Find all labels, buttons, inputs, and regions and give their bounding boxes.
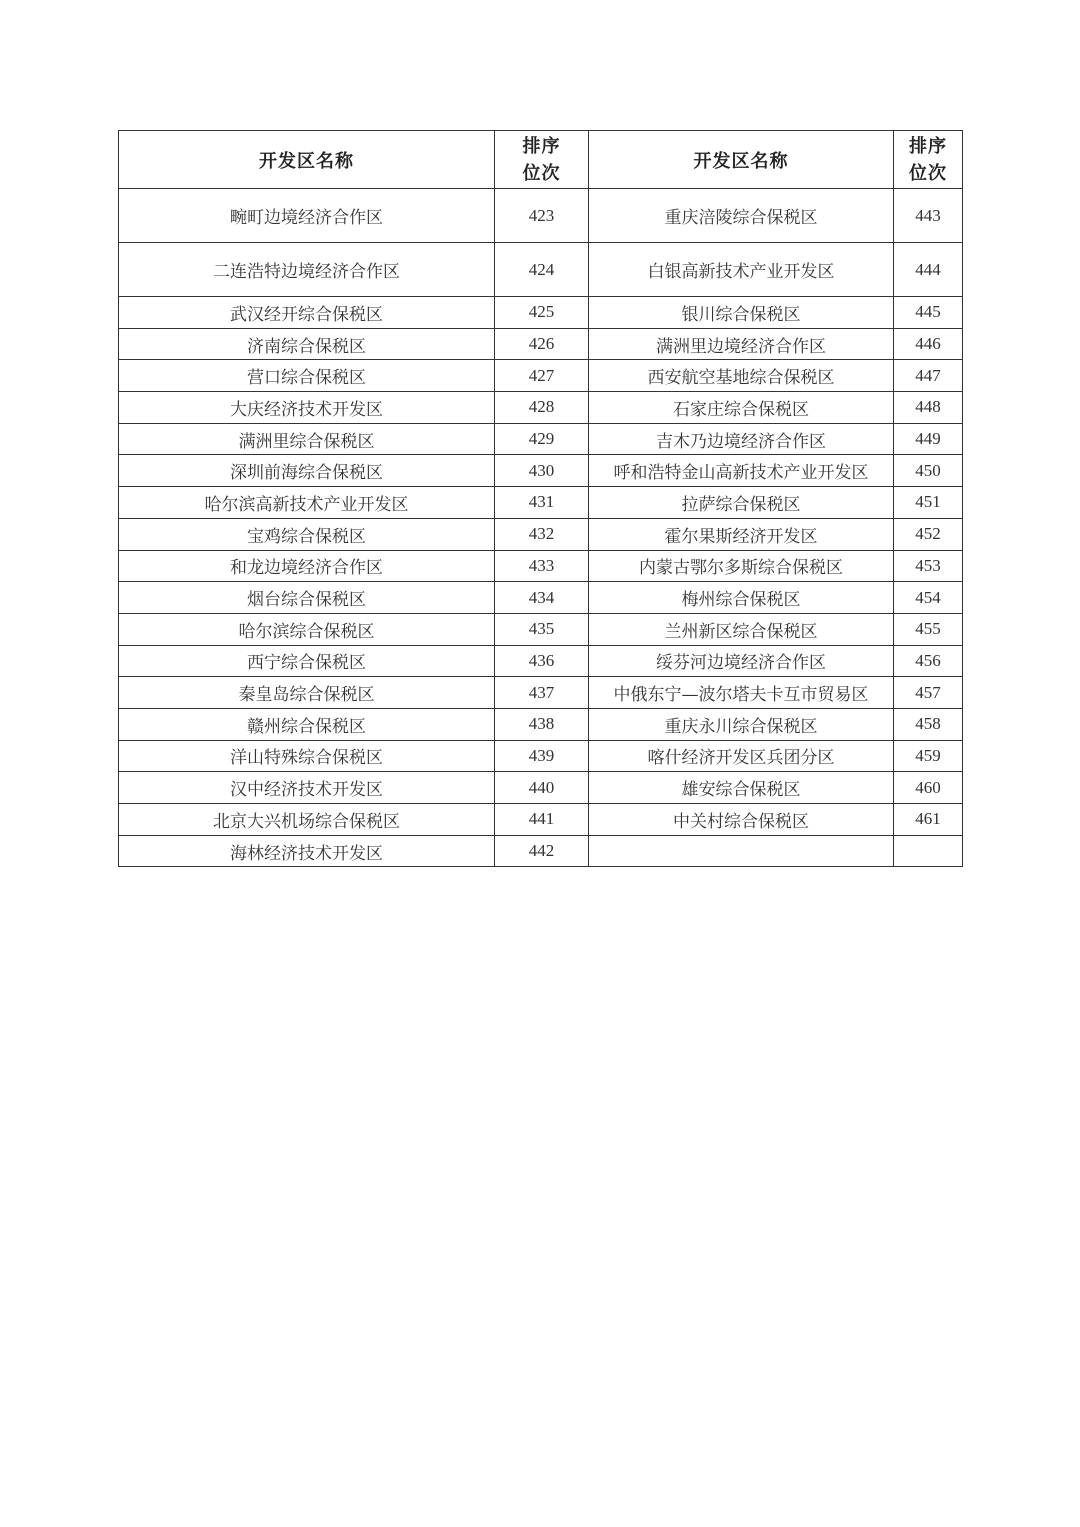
- zone-name-left: 赣州综合保税区: [119, 708, 495, 740]
- table-row: [119, 328, 963, 360]
- rank-left: 435: [495, 613, 589, 645]
- rank-left: 440: [495, 772, 589, 804]
- header-name-left: 开发区名称: [119, 131, 495, 189]
- zone-name-left: 济南综合保税区: [119, 328, 495, 360]
- table-row: [119, 455, 963, 487]
- header-rank-right-line1: 排序: [909, 135, 947, 157]
- zone-name-left: 大庆经济技术开发区: [119, 392, 495, 424]
- rank-left: 431: [495, 487, 589, 519]
- table-row: [119, 243, 963, 297]
- rank-left: 427: [495, 360, 589, 392]
- zone-name-right: 呼和浩特金山高新技术产业开发区: [589, 455, 894, 487]
- zone-name-left: 海林经济技术开发区: [119, 835, 495, 867]
- zone-name-left: 武汉经开综合保税区: [119, 297, 495, 329]
- header-name-right: 开发区名称: [589, 131, 894, 189]
- header-rank-left-line1: 排序: [522, 135, 561, 157]
- zone-name-right: 梅州综合保税区: [589, 582, 894, 614]
- rank-right: 454: [894, 582, 963, 614]
- rank-right: 455: [894, 613, 963, 645]
- zone-name-right: 石家庄综合保税区: [589, 392, 894, 424]
- rank-right: 458: [894, 708, 963, 740]
- rank-right: 452: [894, 518, 963, 550]
- rank-left: 442: [495, 835, 589, 867]
- table-row: [119, 835, 963, 867]
- rank-right: 453: [894, 550, 963, 582]
- zone-name-right: 雄安综合保税区: [589, 772, 894, 804]
- rank-left: 424: [495, 243, 589, 297]
- zone-name-left: 和龙边境经济合作区: [119, 550, 495, 582]
- zone-name-right: 绥芬河边境经济合作区: [589, 645, 894, 677]
- zone-name-left: 深圳前海综合保税区: [119, 455, 495, 487]
- zone-name-left: 洋山特殊综合保税区: [119, 740, 495, 772]
- zone-name-right: 重庆涪陵综合保税区: [589, 189, 894, 243]
- zone-name-right: 银川综合保税区: [589, 297, 894, 329]
- zone-name-left: 烟台综合保税区: [119, 582, 495, 614]
- rank-left: 434: [495, 582, 589, 614]
- zone-name-left: 宝鸡综合保税区: [119, 518, 495, 550]
- zone-name-right: 霍尔果斯经济开发区: [589, 518, 894, 550]
- zone-name-left: 二连浩特边境经济合作区: [119, 243, 495, 297]
- rank-right: 459: [894, 740, 963, 772]
- rank-left: 429: [495, 423, 589, 455]
- rank-left: 432: [495, 518, 589, 550]
- table-row: [119, 804, 963, 836]
- rank-right: 443: [894, 189, 963, 243]
- zone-name-right: 重庆永川综合保税区: [589, 708, 894, 740]
- rank-right: 448: [894, 392, 963, 424]
- table-row: [119, 392, 963, 424]
- rank-right: 460: [894, 772, 963, 804]
- header-rank-right-line2: 位次: [909, 162, 947, 184]
- zone-name-left: 满洲里综合保税区: [119, 423, 495, 455]
- zone-name-left: 北京大兴机场综合保税区: [119, 804, 495, 836]
- zone-name-left: 哈尔滨综合保税区: [119, 613, 495, 645]
- table-header-row: [119, 131, 963, 189]
- zone-name-right: [589, 835, 894, 867]
- zone-name-left: 畹町边境经济合作区: [119, 189, 495, 243]
- table-row: [119, 423, 963, 455]
- zone-name-right: 西安航空基地综合保税区: [589, 360, 894, 392]
- header-rank-right: [894, 131, 963, 189]
- rank-left: 433: [495, 550, 589, 582]
- table-row: [119, 360, 963, 392]
- ranking-table: [118, 130, 963, 867]
- rank-left: 438: [495, 708, 589, 740]
- zone-name-right: 拉萨综合保税区: [589, 487, 894, 519]
- zone-name-left: 营口综合保税区: [119, 360, 495, 392]
- rank-left: 430: [495, 455, 589, 487]
- zone-name-right: 兰州新区综合保税区: [589, 613, 894, 645]
- rank-right: 461: [894, 804, 963, 836]
- rank-right: 457: [894, 677, 963, 709]
- table-row: [119, 772, 963, 804]
- rank-right: 445: [894, 297, 963, 329]
- table-row: [119, 297, 963, 329]
- table-row: [119, 613, 963, 645]
- rank-right: 449: [894, 423, 963, 455]
- header-rank-left: [495, 131, 589, 189]
- rank-right: 447: [894, 360, 963, 392]
- table-row: [119, 740, 963, 772]
- rank-right: 451: [894, 487, 963, 519]
- rank-left: 426: [495, 328, 589, 360]
- rank-left: 441: [495, 804, 589, 836]
- table-row: [119, 677, 963, 709]
- zone-name-right: 吉木乃边境经济合作区: [589, 423, 894, 455]
- table-row: [119, 518, 963, 550]
- zone-name-left: 秦皇岛综合保税区: [119, 677, 495, 709]
- table-row: [119, 708, 963, 740]
- rank-right: 446: [894, 328, 963, 360]
- rank-right: [894, 835, 963, 867]
- table-row: [119, 645, 963, 677]
- rank-left: 437: [495, 677, 589, 709]
- rank-left: 439: [495, 740, 589, 772]
- table-row: [119, 582, 963, 614]
- rank-left: 425: [495, 297, 589, 329]
- rank-left: 428: [495, 392, 589, 424]
- rank-left: 436: [495, 645, 589, 677]
- zone-name-right: 白银高新技术产业开发区: [589, 243, 894, 297]
- zone-name-right: 喀什经济开发区兵团分区: [589, 740, 894, 772]
- rank-right: 444: [894, 243, 963, 297]
- zone-name-left: 汉中经济技术开发区: [119, 772, 495, 804]
- zone-name-right: 中俄东宁—波尔塔夫卡互市贸易区: [589, 677, 894, 709]
- rank-right: 456: [894, 645, 963, 677]
- zone-name-right: 内蒙古鄂尔多斯综合保税区: [589, 550, 894, 582]
- zone-name-right: 满洲里边境经济合作区: [589, 328, 894, 360]
- zone-name-left: 哈尔滨高新技术产业开发区: [119, 487, 495, 519]
- zone-name-right: 中关村综合保税区: [589, 804, 894, 836]
- rank-left: 423: [495, 189, 589, 243]
- header-rank-left-line2: 位次: [522, 162, 561, 184]
- rank-right: 450: [894, 455, 963, 487]
- table-row: [119, 550, 963, 582]
- table-row: [119, 189, 963, 243]
- zone-name-left: 西宁综合保税区: [119, 645, 495, 677]
- table-row: [119, 487, 963, 519]
